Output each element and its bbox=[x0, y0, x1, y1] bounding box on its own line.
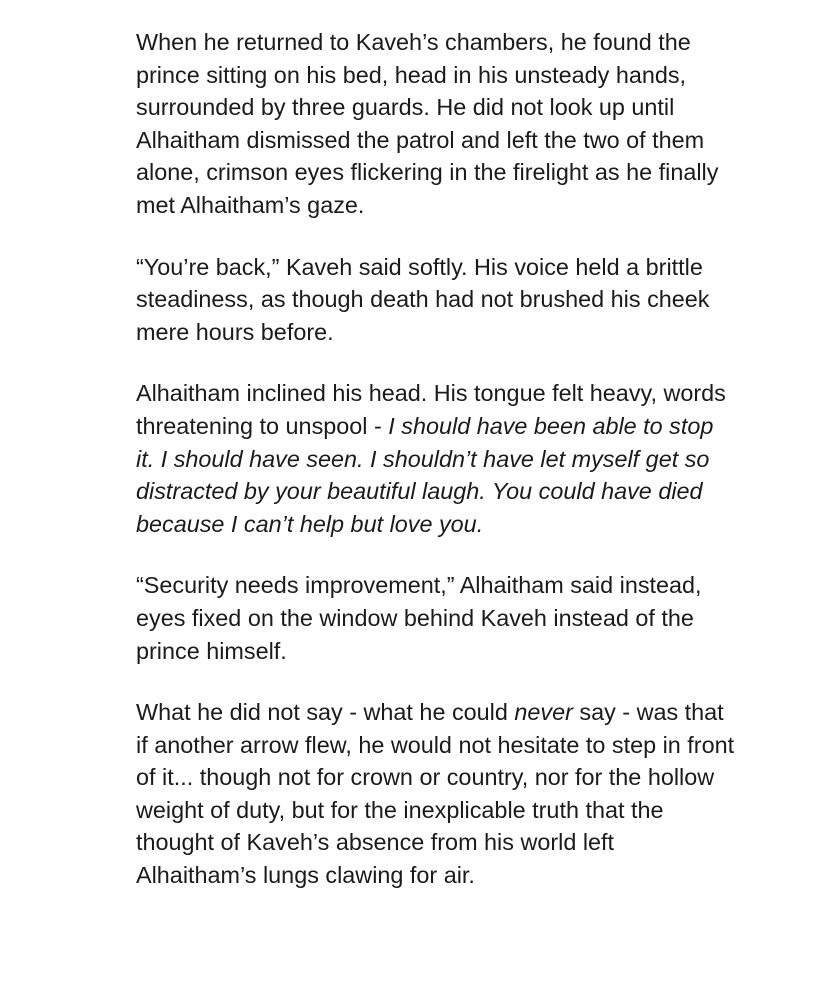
paragraph-3 bbox=[136, 377, 736, 540]
paragraph-2 bbox=[136, 251, 736, 349]
paragraph-2-text: “You’re back,” Kaveh said softly. His voice held a brittle steadiness, as though death had not brushed his cheek mere hours before. bbox=[136, 253, 710, 345]
paragraph-5 bbox=[136, 696, 736, 892]
paragraph-1-text: When he returned to Kaveh’s chambers, he found the prince sitting on his bed, head in his unsteady hands, surrounded by three guards. He did not look up until Alhaitham dismissed the patrol and left the two of them alone, crimson eyes flickering in the firelight as he finally met Alhaitham’s gaze. bbox=[136, 29, 719, 218]
paragraph-3-italic-thought: I should have been able to stop it. I should have seen. I shouldn’t have let myself get so distracted by your beautiful laugh. You could have died because I can’t help but love you. bbox=[136, 412, 714, 537]
paragraph-3-text: Alhaitham inclined his head. His tongue felt heavy, words threatening to unspool - bbox=[136, 380, 726, 439]
paragraph-5-italic-word: never bbox=[514, 699, 573, 726]
story-text bbox=[136, 26, 736, 921]
paragraph-4 bbox=[136, 569, 736, 667]
paragraph-1 bbox=[136, 26, 736, 222]
paragraph-5-text-end: say - was that if another arrow flew, he would not hesitate to step in front of it... though not for crown or country, nor for the hollow weight of duty, but for the inexplicable truth that the thought of Kaveh’s absence from his world left Alhaitham’s lungs clawing for air. bbox=[136, 699, 735, 889]
paragraph-5-text-start: What he did not say - what he could bbox=[136, 699, 515, 726]
paragraph-4-text: “Security needs improvement,” Alhaitham said instead, eyes fixed on the window behind Kaveh instead of the prince himself. bbox=[136, 572, 702, 664]
